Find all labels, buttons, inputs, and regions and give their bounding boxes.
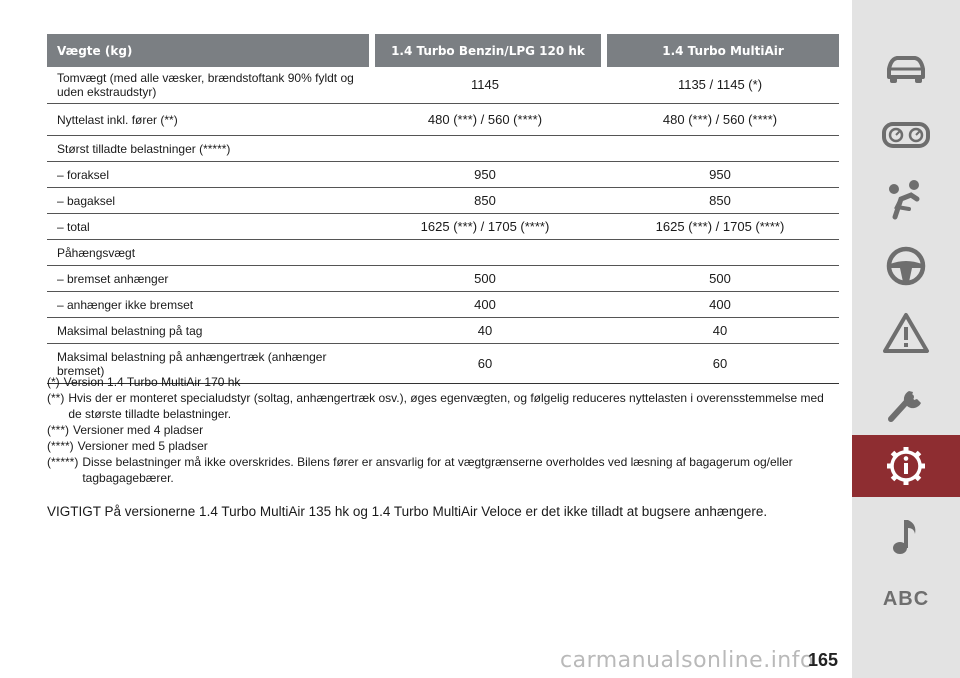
watermark: carmanualsonline.info [560,648,814,673]
tab-driving[interactable] [852,235,960,297]
seat-airbag-icon [881,177,931,221]
table-row [47,318,839,344]
footnote-mark: (***) [47,423,70,437]
tab-multimedia[interactable] [852,505,960,567]
row-label: Maksimal belastning på anhængertræk (anhænger bremset) [57,349,327,378]
row-value-multiair: 1135 / 1145 (*) [677,77,763,92]
tab-technical-data[interactable] [852,435,960,497]
header-multiair: 1.4 Turbo MultiAir [607,34,839,67]
table-row [47,104,839,136]
warning-triangle-icon [881,311,931,355]
footnote-mark: (*****) [47,455,79,469]
footnote-text: Hvis der er monteret specialudstyr (soltag, anhængertræk osv.), øges egenvægten, og følgelig reduceres nyttelasten i overensstemmelse med de største tilladte belastninger. [68,391,824,421]
row-value-multiair: 60 [712,355,728,371]
row-label: – foraksel [57,167,110,182]
row-value-benzin: 40 [477,322,493,338]
footnote [47,422,839,438]
tab-emergency[interactable] [852,302,960,364]
page-number: 165 [808,650,839,670]
row-label: Størst tilladte belastninger (*****) [57,141,231,156]
footnote [47,438,839,454]
row-value-multiair: 850 [709,192,731,208]
row-label: Nyttelast inkl. fører (**) [57,112,178,127]
table-row [47,188,839,214]
footnote-text: Versioner med 5 pladser [77,439,208,453]
table-row [47,136,839,162]
table-header [47,34,839,67]
row-value-benzin: 480 (***) / 560 (****) [427,111,543,127]
steering-wheel-icon [881,244,931,288]
table-row [47,240,839,266]
table-row [47,162,839,188]
tab-safety[interactable] [852,168,960,230]
table-row [47,266,839,292]
car-icon [881,47,931,91]
tab-index[interactable] [852,568,960,630]
row-value-multiair: 40 [712,322,728,338]
row-value-multiair: 480 (***) / 560 (****) [662,111,778,127]
abc-index-icon: ABC [882,587,930,610]
footnote-mark: (****) [47,439,74,453]
weights-table [47,34,839,384]
tab-dashboard[interactable] [852,103,960,165]
tab-car[interactable] [852,38,960,100]
header-benzin-lpg: 1.4 Turbo Benzin/LPG 120 hk [375,34,601,67]
footnote-text: Disse belastninger må ikke overskrides. Bilens fører er ansvarlig for at vægtgrænserne overholdes ved læsning af bagagerum og/eller tagbagagebærer. [82,455,793,485]
row-value-benzin: 500 [474,270,496,286]
chapter-sidebar [852,0,960,678]
row-value-multiair: 400 [709,296,731,312]
row-value-benzin: 400 [474,296,496,312]
table-row [47,67,839,104]
table-row [47,214,839,240]
row-value-benzin: 1625 (***) / 1705 (****) [420,218,550,234]
info-gear-icon [881,444,931,488]
table-row [47,292,839,318]
row-value-multiair: 500 [709,270,731,286]
row-label: Påhængsvægt [57,245,136,260]
dashboard-gauges-icon [881,112,931,156]
wrench-icon [881,379,931,423]
important-note: VIGTIGT På versionerne 1.4 Turbo MultiAir 135 hk og 1.4 Turbo MultiAir Veloce er det ikke tilladt at bugsere anhængere. [47,504,768,519]
row-value-benzin: 60 [477,355,493,371]
row-value-multiair: 1625 (***) / 1705 (****) [655,218,785,234]
footnote-text: Versioner med 4 pladser [73,423,204,437]
row-value-benzin: 1145 [471,77,499,92]
row-label: – anhænger ikke bremset [57,297,194,312]
row-label: – total [57,219,90,234]
header-weights: Vægte (kg) [47,34,369,67]
row-label: – bagaksel [57,193,116,208]
row-label: Maksimal belastning på tag [57,323,203,338]
footnote [47,454,839,486]
row-value-benzin: 850 [474,192,496,208]
row-value-multiair: 950 [709,166,731,182]
tab-maintenance[interactable] [852,370,960,432]
row-value-benzin: 950 [474,166,496,182]
footnotes [47,374,839,486]
footnote-mark: (*) [47,375,60,389]
footnote [47,390,839,422]
footnote [47,374,839,390]
footnote-text: Version 1.4 Turbo MultiAir 170 hk [63,375,241,389]
footnote-mark: (**) [47,391,65,405]
row-label: – bremset anhænger [57,271,169,286]
music-note-icon [881,514,931,558]
row-label: Tomvægt (med alle væsker, brændstoftank 90% fyldt og uden ekstraudstyr) [57,71,354,99]
